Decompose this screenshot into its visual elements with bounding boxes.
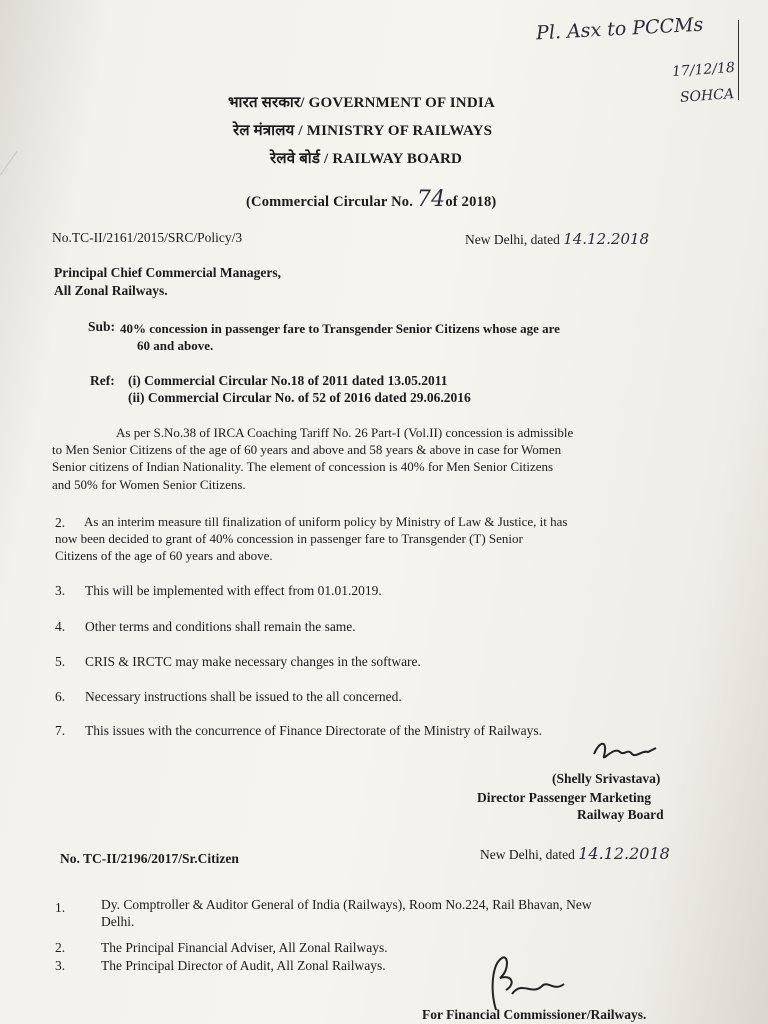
subject-line2: 60 and above.: [137, 338, 214, 353]
para1-line1: As per S.No.38 of IRCA Coaching Tariff No. 26 Part-I (Vol.II) concession is admissible: [116, 425, 574, 440]
addressee-line2: All Zonal Railways.: [54, 283, 168, 298]
list-item: 5. CRIS & IRCTC may make necessary changes in the software.: [55, 654, 421, 669]
signatory-name: (Shelly Srivastava): [552, 771, 661, 786]
copy-to-item: 3. The Principal Director of Audit, All Zonal Railways.: [55, 958, 386, 973]
header-hindi-board: रेलवे बोर्ड: [270, 151, 321, 167]
signatory-office: Railway Board: [577, 807, 664, 822]
addressee-line1: Principal Chief Commercial Managers,: [54, 265, 281, 280]
para1-line3: Senior citizens of Indian Nationality. The element of concession is 40% for Men Senior Citizens: [52, 459, 554, 474]
para2-line2: now been decided to grant of 40% concession in passenger fare to Transgender (T) Senior: [55, 531, 523, 546]
header-line3: [270, 148, 462, 168]
para2-line1: As an interim measure till finalization of uniform policy by Ministry of Law & Justice, it has: [84, 514, 568, 529]
para1-line2: to Men Senior Citizens of the age of 60 years and above and 58 years & above in case for Women: [52, 442, 562, 457]
circular-number-line: (Commercial Circular No. 74of 2018): [246, 187, 497, 212]
copy-to-item: 2. The Principal Financial Adviser, All Zonal Railways.: [55, 940, 388, 955]
para2-line3: Citizens of the age of 60 years and above.: [55, 548, 273, 563]
ref-label: Ref:: [90, 373, 115, 388]
header-hindi-govt: भारत सरकार/: [228, 95, 305, 111]
signature-mark: [590, 736, 660, 766]
list-item: 7. This issues with the concurrence of Finance Directorate of the Ministry of Railways.: [55, 723, 542, 738]
file-number: No.TC-II/2161/2015/SRC/Policy/3: [52, 230, 243, 245]
para2-number: 2.: [55, 515, 66, 530]
circular-number: 74: [416, 187, 446, 212]
list-item: 6. Necessary instructions shall be issued to the all concerned.: [55, 689, 402, 704]
subject-line1: 40% concession in passenger fare to Transgender Senior Citizens whose age are: [120, 321, 560, 336]
copy-file-number: No. TC-II/2196/2017/Sr.Citizen: [60, 851, 239, 866]
copy-to-item: 1. Dy. Comptroller & Auditor General of India (Railways), Room No.224, Rail Bhavan, New Delhi.: [55, 897, 592, 929]
header-line1: [228, 92, 495, 112]
footer-signatory: For Financial Commissioner/Railways.: [422, 1007, 647, 1022]
margin-line: [738, 20, 739, 100]
signatory-designation: Director Passenger Marketing: [477, 790, 651, 805]
list-item: 3. This will be implemented with effect from 01.01.2019.: [55, 583, 382, 598]
handwritten-note-line3: SOHCA: [679, 86, 735, 106]
header-hindi-ministry: रेल मंत्रालय: [233, 123, 295, 139]
header-ministry-of-railways: / MINISTRY OF RAILWAYS: [298, 123, 493, 139]
ref-line1: (i) Commercial Circular No.18 of 2011 dated 13.05.2011: [128, 373, 448, 388]
handwritten-note-line1: Pl. Asx to PCCMs: [535, 13, 704, 45]
issue-date: New Delhi, dated 14.12.2018: [465, 230, 650, 248]
para1-line4: and 50% for Women Senior Citizens.: [52, 477, 246, 492]
copy-date: New Delhi, dated 14.12.2018: [480, 844, 670, 863]
list-item: 4. Other terms and conditions shall remain the same.: [55, 619, 356, 634]
header-railway-board: / RAILWAY BOARD: [324, 151, 463, 167]
header-line2: [233, 120, 492, 140]
ref-line2: (ii) Commercial Circular No. of 52 of 2016 dated 29.06.2016: [128, 390, 471, 405]
header-govt-of-india: GOVERNMENT OF INDIA: [308, 95, 495, 111]
subject-label: Sub:: [88, 319, 116, 334]
handwritten-note-line2: 17/12/18: [671, 59, 736, 81]
